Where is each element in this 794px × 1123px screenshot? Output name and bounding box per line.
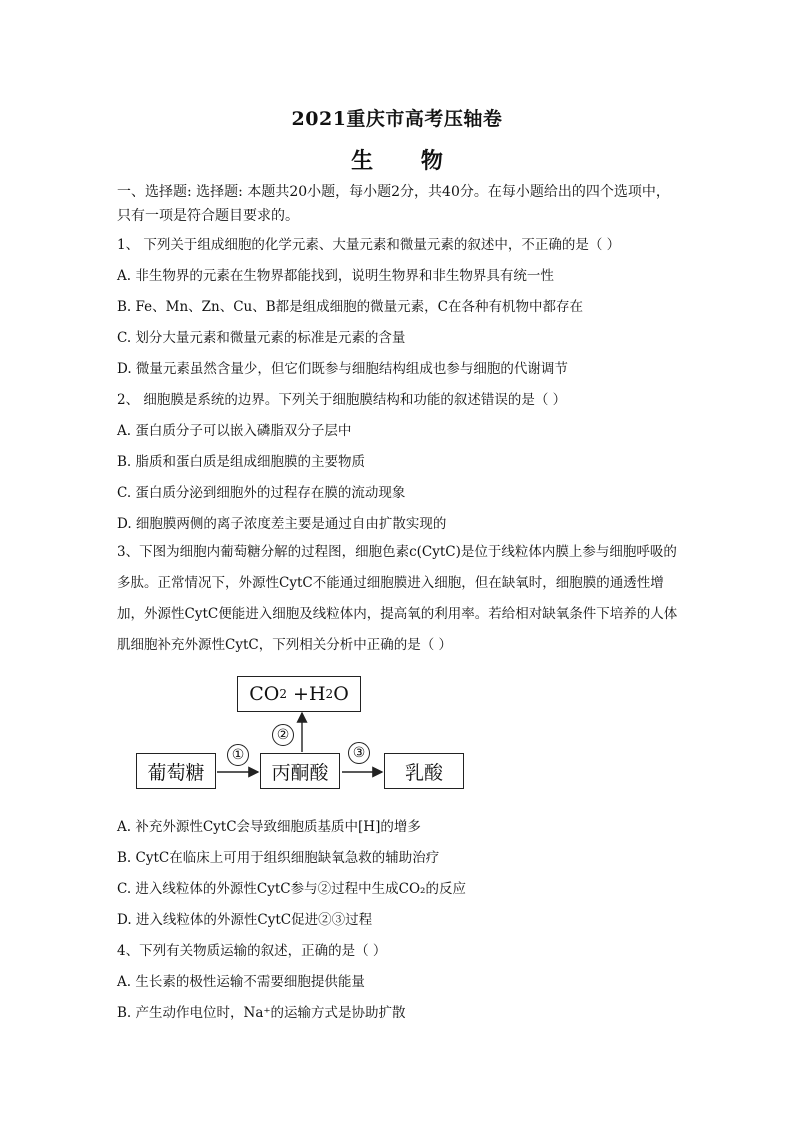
question-4-option-b: B. 产生动作电位时，Na⁺的运输方式是协助扩散 [117,1005,406,1021]
question-1-stem: 1、 下列关于组成细胞的化学元素、大量元素和微量元素的叙述中，不正确的是（ ） [117,237,621,253]
co2-subscript: 2 [279,687,287,701]
question-4-stem: 4、下列有关物质运输的叙述，正确的是（ ） [117,943,387,959]
question-1-option-d: D. 微量元素虽然含量少，但它们既参与细胞结构组成也参与细胞的代谢调节 [117,361,568,377]
step-2-label: ② [272,724,294,746]
h2o-o-text: O [333,683,349,705]
glucose-breakdown-diagram [136,672,476,794]
question-2-option-a: A. 蛋白质分子可以嵌入磷脂双分子层中 [117,423,352,439]
question-1-option-b: B. Fe、Mn、Zn、Cu、B都是组成细胞的微量元素，C在各种有机物中都存在 [117,299,583,315]
question-3-option-a: A. 补充外源性CytC会导致细胞质基质中[H]的增多 [117,819,421,835]
question-3-stem: 3、下图为细胞内葡萄糖分解的过程图，细胞色素c(CytC)是位于线粒体内膜上参与细胞呼吸的多肽。正常情况下，外源性CytC不能通过细胞膜进入细胞，但在缺氧时，细胞膜的通透性增加，外源性CytC便能进入细胞及线粒体内，提高氧的利用率。若给相对缺氧条件下培养的人体肌细胞补充外源性CytC，下列相关分析中正确的是（ ） [117,544,678,653]
lactate-box: 乳酸 [384,753,464,789]
exam-subject: 生 物 [351,148,463,174]
question-3-option-b: B. CytC在临床上可用于组织细胞缺氧急救的辅助治疗 [117,850,440,866]
step-3-label: ③ [348,742,370,764]
exam-title: 2021重庆市高考压轴卷 [291,108,503,130]
pyruvate-box: 丙酮酸 [260,753,340,789]
question-1-option-c: C. 划分大量元素和微量元素的标准是元素的含量 [117,330,406,346]
step-1-label: ① [227,744,249,766]
question-3-option-c: C. 进入线粒体的外源性CytC参与②过程中生成CO₂的反应 [117,881,466,897]
question-2-option-d: D. 细胞膜两侧的离子浓度差主要是通过自由扩散实现的 [117,516,447,532]
h2o-h-text: +H [293,683,326,705]
question-1-option-a: A. 非生物界的元素在生物界都能找到，说明生物界和非生物界具有统一性 [117,268,554,284]
co2-h2o-box [237,676,361,712]
question-2-option-c: C. 蛋白质分泌到细胞外的过程存在膜的流动现象 [117,485,406,501]
question-2-stem: 2、 细胞膜是系统的边界。下列关于细胞膜结构和功能的叙述错误的是（ ） [117,392,567,408]
question-4-option-a: A. 生长素的极性运输不需要细胞提供能量 [117,974,365,990]
co2-text: CO [249,683,280,705]
section-intro: 一、选择题: 选择题: 本题共20小题，每小题2分，共40分。在每小题给出的四个选项中，只有一项是符合题目要求的。 [117,184,670,224]
question-3-option-d: D. 进入线粒体的外源性CytC促进②③过程 [117,912,373,928]
h2o-subscript: 2 [325,687,334,701]
glucose-box: 葡萄糖 [136,753,216,789]
question-2-option-b: B. 脂质和蛋白质是组成细胞膜的主要物质 [117,454,366,470]
